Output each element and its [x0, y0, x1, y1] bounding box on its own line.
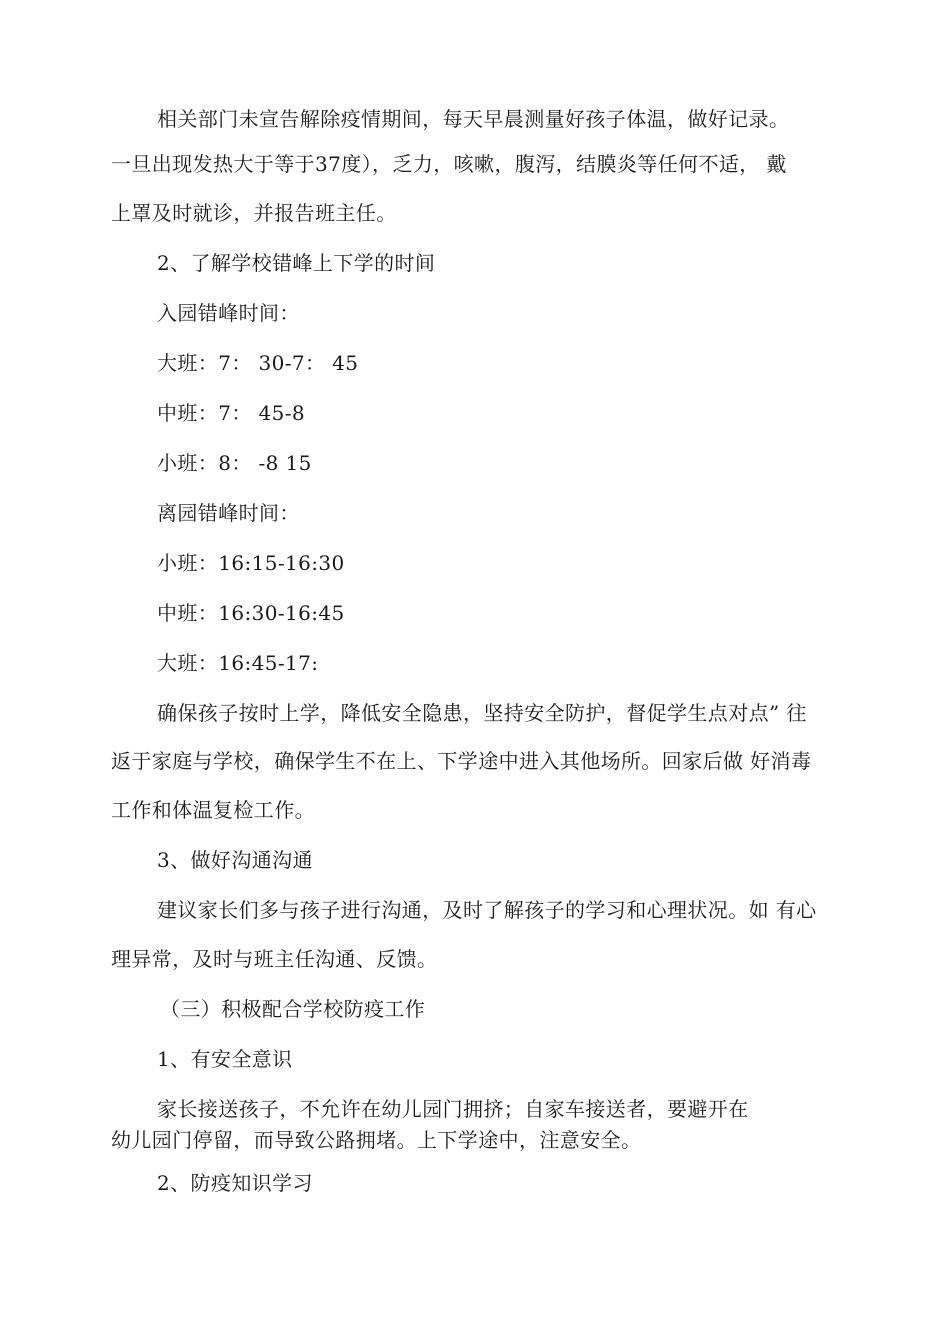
schedule-line: 小班：8： -8 15 [157, 451, 312, 475]
section-heading: （三）积极配合学校防疫工作 [160, 997, 426, 1021]
section-heading: 1、有安全意识 [157, 1047, 293, 1071]
schedule-line: 中班：7： 45-8 [157, 401, 306, 425]
schedule-heading: 入园错峰时间： [157, 301, 300, 325]
schedule-line: 大班：7： 30-7： 45 [157, 351, 359, 375]
paragraph-line: 一旦出现发热大于等于37度），乏力，咳嗽，腹泻，结膜炎等任何不适， 戴 [111, 152, 787, 176]
paragraph-line: 工作和体温复检工作。 [111, 798, 315, 822]
paragraph-line: 家长接送孩子，不允许在幼儿园门拥挤；自家车接送者，要避开在 [157, 1097, 749, 1121]
schedule-line: 小班：16:15-16:30 [157, 551, 345, 575]
section-heading: 3、做好沟通沟通 [157, 848, 313, 872]
section-heading: 2、了解学校错峰上下学的时间 [157, 251, 436, 275]
paragraph-line: 相关部门未宣告解除疫情期间，每天早晨测量好孩子体温，做好记录。 [157, 107, 790, 131]
paragraph-line: 返于家庭与学校，确保学生不在上、下学途中进入其他场所。回家后做 好消毒 [111, 749, 812, 773]
paragraph-line: 确保孩子按时上学，降低安全隐患，坚持安全防护，督促学生点对点” 往 [157, 701, 807, 725]
section-heading: 2、防疫知识学习 [157, 1171, 313, 1195]
paragraph-line: 上罩及时就诊，并报告班主任。 [111, 201, 397, 225]
schedule-heading: 离园错峰时间： [157, 501, 300, 525]
paragraph-line: 幼儿园门停留，而导致公路拥堵。上下学途中，注意安全。 [111, 1128, 642, 1152]
paragraph-line: 理异常，及时与班主任沟通、反馈。 [111, 947, 438, 971]
schedule-line: 中班：16:30-16:45 [157, 601, 345, 625]
schedule-line: 大班：16:45-17: [157, 651, 319, 675]
paragraph-line: 建议家长们多与孩子进行沟通，及时了解孩子的学习和心理状况。如 有心 [157, 898, 817, 922]
